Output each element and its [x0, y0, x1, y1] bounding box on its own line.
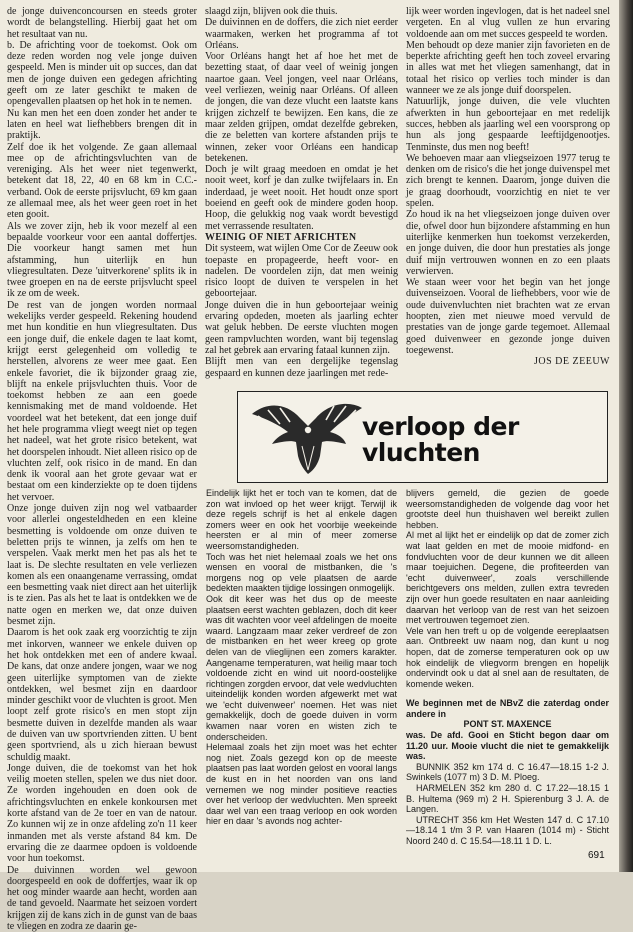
paragraph: Men behoudt op deze manier zijn favorieten en de beperkte africhting geeft hen toch zoveel ervaring in alles wat met het vliegen samenhangt, dat in totaal het risico op verlies toch minder is dan wanneer we ze als jonge duif doorspelen. [406, 39, 610, 97]
paragraph: Onze jonge duiven zijn nog wel vatbaarder voor allerlei ongesteldheden en een kleine besmetting is voldoende om onze duiven te beletten prijs te winnen, ja zelfs om hen te verspelen. Vaak merkt men het pas als het te laat is. De slechte resultaten en vele verliezen komen als een onaangename verrassing, omdat een besmetting vaak niet direct aan het uiterlijk is te zien. Pas als het te laat is ontdekken we de natte ogen en merken we, dat onze duiven besmet zijn. [7, 503, 197, 628]
results-note: was. De afd. Gooi en Sticht begon daar om 11.20 uur. Mooie vlucht die niet te gemakkelijk was. [406, 730, 609, 762]
paragraph: Natuurlijk, jonge duiven, die vele vluchten afwerkten in hun geboortejaar en met redelijk succes, hebben als jaarling wel een voorsprong op hun als jong gespaarde leeftijdgenootjes. Tenminste, dus men nog beeft! [406, 96, 610, 153]
paragraph: Doch je wilt graag meedoen en omdat je het nooit weet, korf je dan zulke twijfelaars in. En inderdaad, je weet nooit. Het houdt onze sport boeiend en geeft ook de mindere goden hoop. Hoop, die gelukkig nog vaak wordt bevestigd met verrassende resultaten. [205, 164, 398, 232]
author-signature: JOS DE ZEEUW [534, 356, 610, 368]
column-2 [205, 6, 398, 386]
paragraph: blijvers gemeld, die gezien de goede weersomstandigheden de volgende dag voor het grootste deel hun thuishaven wel bereikt zullen hebben. [406, 488, 609, 530]
section-banner [237, 391, 608, 483]
paragraph: Jonge duiven, die de toekomst van het hok veilig moeten stellen, spelen we dus niet door. Ze worden ingehouden en doen ook de africhtingsvluchten en enkele konkoursen met korte afstand van de 2e toer en van de natour. Zo kunnen wij ze in onze afdeling zo'n 11 keer inmanden met als verste afstand 84 km. De ervaring die ze daarmee opdoen is voldoende voor hun toekomst. [7, 762, 197, 865]
paragraph: Vele van hen treft u op de volgende eereplaatsen aan. Ontbreekt uw naam nog, dan kunt u nog hopen, dat de zomerse temperaturen ook op uw hok eindelijk de vliegvorm brengen en hopelijk ondervindt ook u dat al snel aan de resultaten, de komende weken. [406, 625, 609, 689]
paragraph: Nu kan men het een doen zonder het ander te laten en heel wat liefhebbers brengen dit in praktijk. [7, 107, 197, 142]
paragraph: We behoeven maar aan vliegseizoen 1977 terug te denken om de risico's die het jonge duivenspel met zich brengt te kennen. Daarom, jonge duiven die je graag doorhoudt, voorzichtig en niet te ver spelen. [406, 152, 610, 210]
results-location: PONT ST. MAXENCE [463, 719, 552, 730]
paragraph: De duivinnen worden wel gewoon doorgespeeld en ook de doffertjes, waar ik op het oog minder waarde aan hecht, worden aan de tand gevoeld. Naarmate het seizoen vordert krijgen zij de kans zich in de gunst van de baas te vliegen en zodra ze daarin ge- [7, 864, 197, 932]
paragraph: Zo houd ik na het vliegseizoen jonge duiven over die, ofwel door hun bijzondere afstamming en hun uiterlijke kenmerken hun toekomst verzekerden, en jonge duiven, die door hun prestaties als jonge duif mijn vertrouwen wonnen en zo een plaats verwierven. [406, 209, 610, 277]
paragraph: lijk weer worden ingevlogen, dat is het nadeel snel vergeten. En al vlug vullen ze hun ervaring voldoende aan om met succes gespeeld te worden. [406, 6, 610, 40]
page-edge-shadow [619, 0, 633, 872]
paragraph: Als we zover zijn, heb ik voor mezelf al een bepaalde voorkeur voor een aantal doffertjes. Die voorkeur hangt samen met hun afstamming, hun uiterlijk en hun vliegresultaten. Deze 'uitverkorene' splits ik in twee groepen en na de eerste prijsvlucht speel ik ze om de week. [7, 220, 197, 300]
paragraph: De rest van de jongen worden normaal wekelijks verder gespeeld. Rekening houdend met hun konditie en hun vliegresultaten. Dus een jonge duif, die enkele dagen te laat komt, krijgt eerst gelegenheid om volledig te herstellen, alvorens ze weer mee gaat. Een enkele favoriet, die ik bijzonder graag zie, blijft na enkele prijsvluchten thuis. Voor de toekomst hebben ze aan een goede kennismaking met de mand voldoende. Het voordeel wat het betekent, dat een jonge duif het hele programma vliegt weegt niet op tegen het nadeel, wat het grote risico betekent, wat het doorspelen inhoudt. Niet alleen risico op de vluchten zelf, ook risico in de mand. En dan denk ik vooral aan het grote gevaar wat er bestaat om een kinderziekte op te doen tijdens het vervoer. [7, 299, 197, 503]
paragraph: Ook dit keer was het dus op de meeste plaatsen eerst wachten geblazen, doch dit keer was dit wachten voor veel afdelingen de moeite waard. Langzaam maar zeker verdreef de zon de mistbanken en het weer kreeg op grote delen van de vlieglijnen een zomers karakter. Aangename temperaturen, wat heilig maar toch voldoende zicht en wind uit noord-oostelijke richtingen zorgden ervoor, dat vele wedvluchten uiteindelijk konden worden afgewerkt met wat we 'echt duivenweer' noemen. Het was niet gemakkelijk, doch de goede duiven in vorm kwamen naar voren en wisten zich te onderscheiden. [206, 593, 397, 742]
paragraph: Voor Orléans hangt het af hoe het met de bezetting staat, of daar veel of weinig jongen naartoe gaan. Veel jongen, veel naar Orléans, veel verliezen, weinig naar Orléans. Of alleen de jongen, die van deze vlucht een laatste kans krijgen zichzelf te bewijzen. Een kans, die ze maar zelden grijpen, omdat dezelfde gebreken, die ze beletten van kortere afstanden prijs te winnen, zeker voor Orléans een handicap betekenen. [205, 51, 398, 164]
paragraph: Blijft men van een dergelijke tegenslag gespaard en kunnen deze jaarlingen met rede- [205, 356, 398, 379]
result-line: HARMELEN 352 km 280 d. C 17.22—18.15 1 B. Hultema (969 m) 2 H. Spierenburg 3 J. A. de Langen. [406, 783, 609, 815]
banner-title [362, 414, 519, 466]
column-3 [406, 6, 610, 386]
banner-title-line: vluchten [362, 438, 480, 467]
paragraph: de jonge duivenconcoursen en steeds groter wordt de belangstelling. Hierbij gaat het om het resultaat van nu. [7, 6, 197, 40]
paragraph: b. De africhting voor de toekomst. Ook om deze reden worden nog vele jonge duiven gespeeld. Men is minder uit op succes, dan dat men de jonge duiven een gedegen africhting geeft om ze later geschikt te maken de opengevallen plaatsen op het hok in te nemen. [7, 39, 197, 108]
paragraph: Toch was het niet helemaal zoals we het ons wensen en vooral de mistbanken, die 's morgens nog op vele plaatsen de aarde bedekten maakten tijdige lossingen onmogelijk. [206, 551, 397, 594]
paragraph: Jonge duiven die in hun geboortejaar weinig ervaring opdeden, moeten als jaarling echter wat geluk hebben. De eerste vluchten mogen geen rampvluchten worden, want bij tegenslag zal het gebrek aan ervaring fataal kunnen zijn. [205, 299, 398, 356]
paragraph: Helemaal zoals het zijn moet was het echter nog niet. Zoals gezegd kon op de meeste plaatsen pas laat worden gelost en vooral langs de kust en in het noorden van ons land vernemen we nog minder positieve reacties over het verloop der wedvluchten. Men spreekt daar wel van een traag verloop en ook worden hier en daar 's avonds nog achter- [206, 742, 397, 827]
paragraph: slaagd zijn, blijven ook die thuis. [205, 6, 338, 17]
paragraph: Eindelijk lijkt het er toch van te komen, dat de zon wat invloed op het weer krijgt. Terwijl ik deze regels schrijf is het al enkele dagen zomers weer en ook het voorbije weekeinde heersten er al min of meer zomerse weersomstandigheden. [206, 488, 397, 551]
paragraph: Dit systeem, wat wijlen Ome Cor de Zeeuw ook toepaste en propageerde, heeft voor- en nadelen. De voordelen zijn, dat men weinig risico loopt de duiven te verspelen in het geboortejaar. [205, 243, 399, 300]
paragraph: Daarom is het ook zaak erg voorzichtig te zijn met inkorven, wanneer we enkele duiven op het hok ontdekken met een of andere kwaal. De kans, dat onze andere jongen, waar we nog geen uiterlijke symptomen van de ziekte ontdekken, wel besmet zijn en daardoor minder geschikt voor de vluchten is groot. Men loopt zelf grote risico's en men stopt zijn besmette duiven in dezelfde manden als waar de duiven van uw sportvrienden zitten. U bent geen sportvriend, als u zich hieraan bewust schuldig maakt. [7, 627, 197, 763]
paragraph: Al met al lijkt het er eindelijk op dat de zomer zich wat laat gelden en met de mooie midfond- en fondvluchten voor de deur kunnen we dit alleen maar toejuichen. Degene, die profiteerden van 'echt duivenweer', zoals verschillende berichtgevers ons melden, zullen extra tevreden zijn over hun goede resultaten en naar aanleiding daarvan het verloop van de rest van het seizoen met vertrouwen tegemoet zien. [406, 530, 609, 626]
column-4 [206, 488, 397, 872]
banner-title-line: verloop der [362, 412, 519, 441]
result-line: UTRECHT 356 km Het Westen 147 d. C 17.10—18.14 1 t/m 3 P. van Haaren (1014 m) - Sticht Noord 240 d. C 15.54—18.11 1 D. L. [406, 814, 609, 846]
paragraph: De duivinnen en de doffers, die zich niet eerder waarmaken, werken het programma af tot Orléans. [205, 17, 398, 51]
paragraph: We staan weer voor het begin van het jonge duivenseizoen. Vooral de liefhebbers, voor wie de oude duivenvluchten niet brachten wat ze ervan hoopten, zien met nieuwe moed vervuld de prestaties van de jonge garde tegemoet. Allemaal goed duivenweer en gezonde jonge duiven toegewenst. [406, 277, 610, 356]
results-intro: We beginnen met de NBvZ die zaterdag onder andere in [406, 698, 609, 719]
section-heading: WEINIG OF NIET AFRICHTEN [205, 231, 357, 243]
column-1 [7, 6, 197, 932]
page-number: 691 [588, 850, 605, 861]
pigeon-in-flight-icon [248, 396, 366, 478]
result-line: BUNNIK 352 km 174 d. C 16.47—18.15 1-2 J. Swinkels (1077 m) 3 D. M. Ploeg. [406, 761, 609, 783]
column-5 [406, 488, 609, 848]
paragraph: Zelf doe ik het volgende. Ze gaan allemaal mee op de africhtingsvluchten van de vereniging. Als het weer niet tegenwerkt, betekent dat 18, 22, 40 en 68 km in C.C.-verband. Ook de eerste prijsvlucht, 69 km gaan ze allemaal mee, als het weer geen roet in het eten gooit. [7, 141, 197, 221]
